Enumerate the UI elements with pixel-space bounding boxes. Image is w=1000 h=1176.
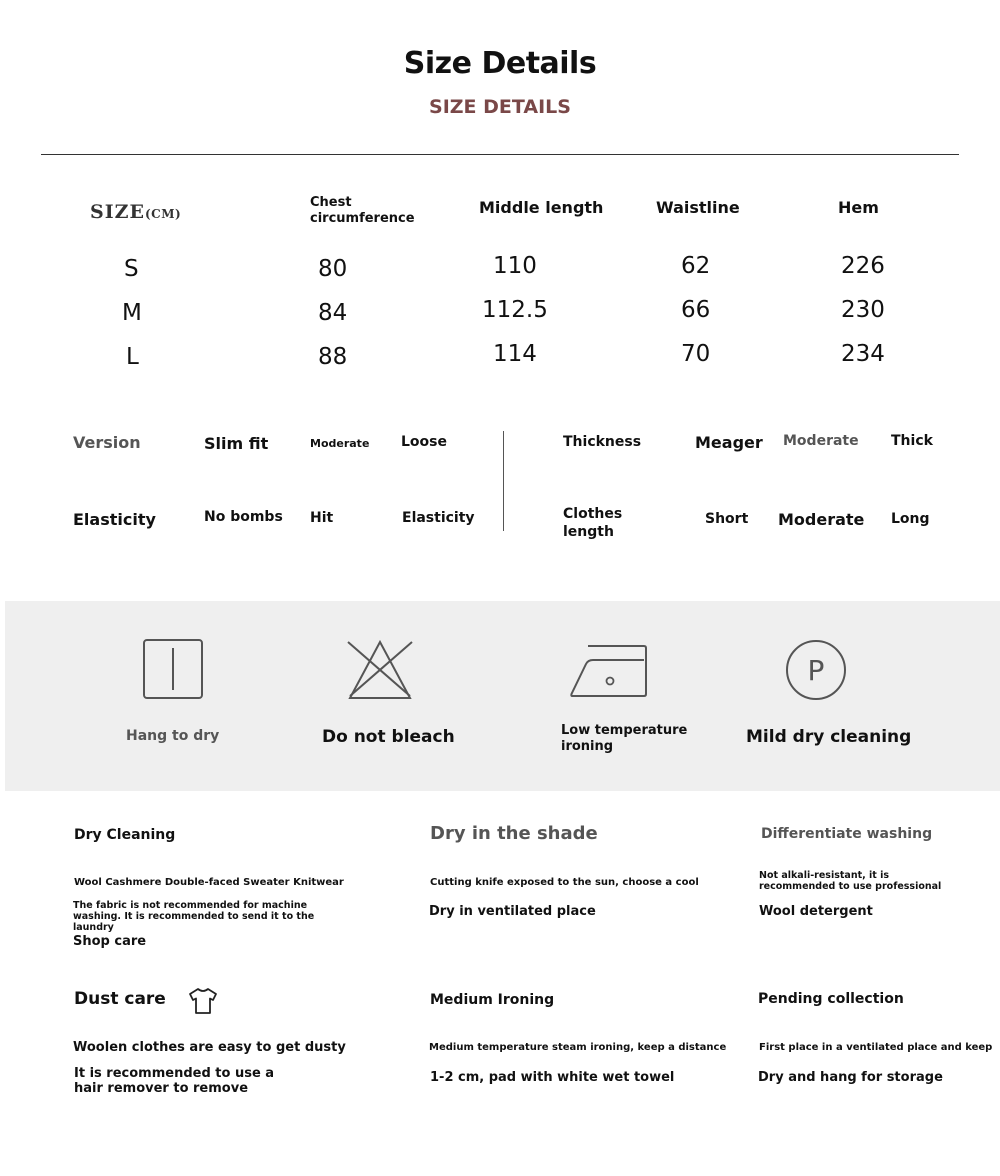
page-subtitle: SIZE DETAILS	[429, 96, 571, 118]
hang-to-dry-icon	[142, 638, 204, 704]
page-title: Size Details	[403, 46, 597, 81]
attr-option-no-bombs: No bombs	[204, 509, 283, 525]
tip-text: Cutting knife exposed to the sun, choose a cool	[430, 877, 699, 888]
attr-option-long: Long	[891, 511, 930, 527]
attr-label-clothes-length: Clothes length	[563, 506, 623, 540]
row-size-l: L	[126, 344, 139, 370]
row-size-s: S	[124, 256, 139, 282]
dry-cleaning-letter: P	[807, 654, 825, 687]
attr-option-version-moderate: Moderate	[310, 437, 370, 450]
tip-text: First place in a ventilated place and keep	[759, 1042, 993, 1053]
attr-option-short: Short	[705, 511, 749, 527]
mild-dry-cleaning-icon	[784, 638, 848, 706]
tip-title-pending-collection: Pending collection	[758, 991, 904, 1007]
tip-text: Not alkali-resistant, it is recommended to use professional	[759, 870, 942, 892]
tip-text: Wool detergent	[759, 904, 873, 919]
attributes-divider	[503, 431, 504, 531]
column-header-chest: Chest circumference	[310, 195, 415, 226]
cell-waistline-m: 66	[681, 297, 711, 323]
tip-text: Woolen clothes are easy to get dusty	[73, 1040, 346, 1055]
cell-waistline-l: 70	[681, 341, 711, 367]
tip-title-dust-care: Dust care	[74, 989, 166, 1009]
attr-option-meager: Meager	[695, 433, 763, 452]
attr-option-length-moderate: Moderate	[778, 510, 865, 529]
attr-option-thick: Thick	[891, 433, 933, 449]
cell-hem-s: 226	[841, 253, 885, 279]
attr-option-hit: Hit	[310, 510, 334, 526]
cell-hem-l: 234	[841, 341, 885, 367]
cell-middle-length-s: 110	[493, 253, 537, 279]
attr-option-slim-fit: Slim fit	[204, 434, 269, 453]
t-shirt-icon	[187, 987, 219, 1019]
tip-title-dry-in-shade: Dry in the shade	[430, 823, 598, 844]
attr-label-elasticity: Elasticity	[73, 510, 156, 529]
tip-text: Dry in ventilated place	[429, 904, 596, 919]
cell-middle-length-m: 112.5	[482, 297, 548, 323]
tip-text: It is recommended to use a hair remover to remove	[74, 1066, 275, 1096]
tip-title-differentiate-washing: Differentiate washing	[761, 826, 933, 842]
attr-label-thickness: Thickness	[563, 434, 642, 450]
cell-chest-l: 88	[318, 344, 348, 370]
unit-label: (CM)	[144, 207, 182, 221]
column-header-middle-length: Middle length	[479, 198, 604, 217]
care-label-hang-to-dry: Hang to dry	[126, 728, 220, 744]
tip-text: 1-2 cm, pad with white wet towel	[430, 1070, 675, 1085]
tip-text: Dry and hang for storage	[758, 1070, 943, 1085]
tip-text: Shop care	[73, 934, 147, 949]
care-label-do-not-bleach: Do not bleach	[322, 727, 455, 747]
cell-middle-length-l: 114	[493, 341, 537, 367]
low-temperature-iron-icon	[568, 642, 650, 704]
do-not-bleach-icon	[344, 638, 416, 706]
attr-option-loose: Loose	[401, 434, 447, 450]
care-label-low-temperature-ironing: Low temperature ironing	[561, 723, 688, 754]
row-size-m: M	[122, 300, 142, 326]
care-label-mild-dry-cleaning: Mild dry cleaning	[746, 727, 912, 747]
tip-title-dry-cleaning: Dry Cleaning	[74, 827, 176, 843]
size-label: SIZE	[90, 201, 145, 223]
header-divider	[41, 154, 959, 155]
size-column-header	[90, 201, 181, 223]
cell-waistline-s: 62	[681, 253, 711, 279]
cell-hem-m: 230	[841, 297, 885, 323]
attr-option-thickness-moderate: Moderate	[783, 433, 859, 449]
tip-text: Medium temperature steam ironing, keep a distance	[429, 1042, 727, 1053]
tip-title-medium-ironing: Medium Ironing	[430, 992, 555, 1008]
cell-chest-s: 80	[318, 256, 348, 282]
column-header-hem: Hem	[838, 198, 879, 217]
tip-text: The fabric is not recommended for machine washing. It is recommended to send it to the laundry	[73, 900, 315, 933]
attr-label-version: Version	[73, 433, 141, 452]
column-header-waistline: Waistline	[656, 198, 740, 217]
tip-text: Wool Cashmere Double-faced Sweater Knitwear	[74, 877, 344, 888]
cell-chest-m: 84	[318, 300, 348, 326]
attr-option-elasticity: Elasticity	[402, 510, 475, 526]
